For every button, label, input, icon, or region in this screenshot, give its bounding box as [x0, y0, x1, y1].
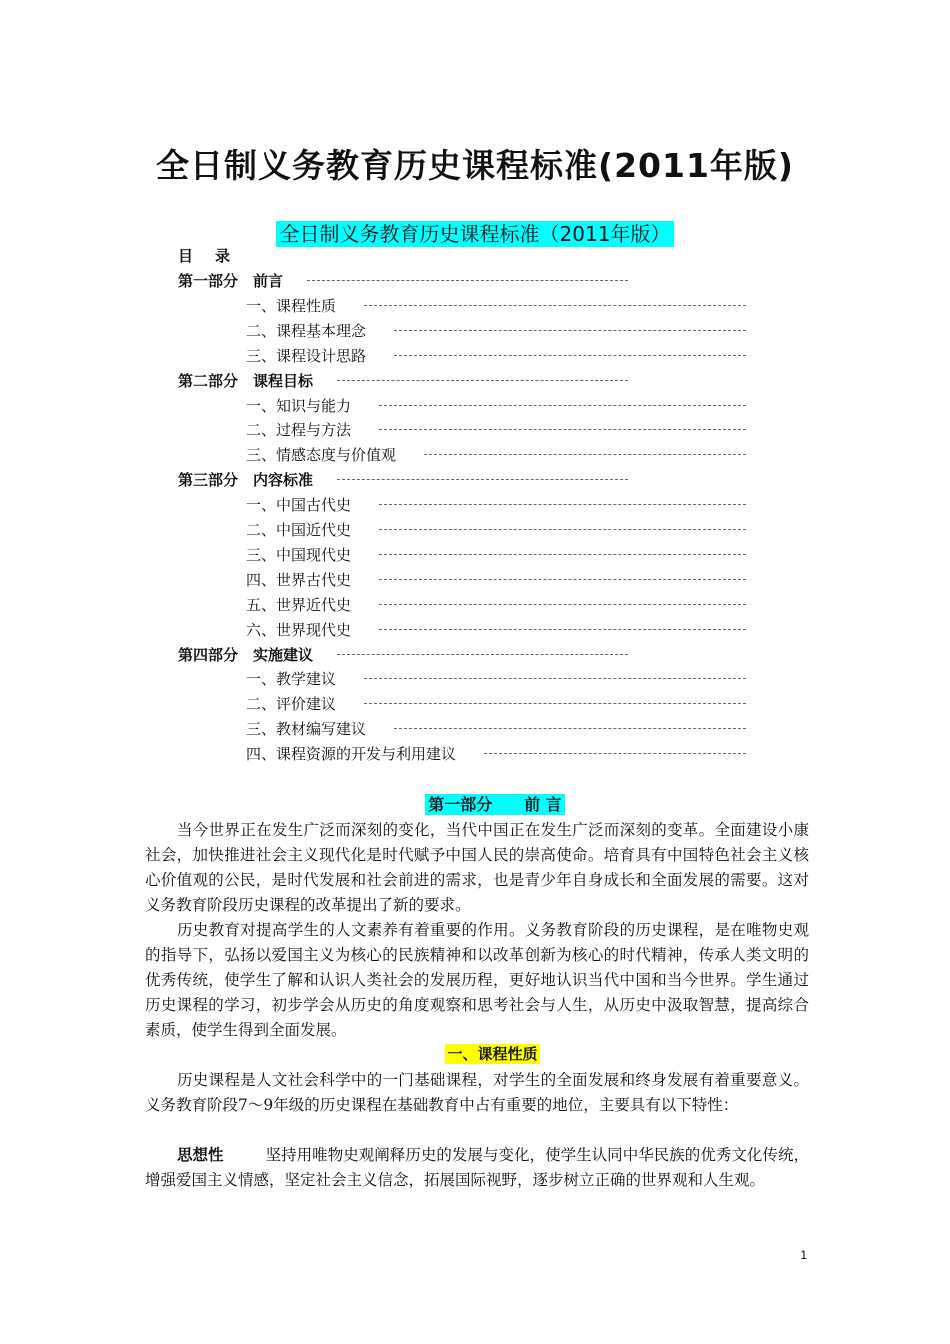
subsection-title-wrapper: [0, 1043, 950, 1064]
toc-sub-entry[interactable]: [246, 519, 351, 541]
toc-heading-char-2: 录: [215, 247, 231, 265]
toc-entry-label: 一、知识与能力: [246, 397, 352, 415]
toc-part-entry[interactable]: [178, 644, 313, 666]
toc-sub-entry[interactable]: [246, 419, 351, 441]
toc-entry-label: 四、世界古代史: [246, 571, 352, 589]
toc-part-entry[interactable]: [178, 370, 313, 392]
toc-leader-dashes: [337, 380, 628, 381]
toc-leader-dashes: [379, 579, 746, 580]
toc-entry-label: 三、中国现代史: [246, 546, 352, 564]
toc-entry-label: 六、世界现代史: [246, 621, 352, 639]
toc-entry-label: 一、课程性质: [246, 297, 337, 315]
ideology-text: 坚持用唯物史观阐释历史的发展与变化，使学生认同中华民族的优秀文化传统，增强爱国主义情感，坚定社会主义信念，拓展国际视野，逐步树立正确的世界观和人生观。: [145, 1146, 809, 1189]
toc-entry-label: 五、世界近代史: [246, 596, 352, 614]
toc-leader-dashes: [394, 355, 746, 356]
toc-sub-entry[interactable]: [246, 668, 336, 690]
toc-leader-dashes: [364, 305, 746, 306]
toc-leader-dashes: [379, 405, 746, 406]
toc-sub-entry[interactable]: [246, 345, 366, 367]
toc-sub-entry[interactable]: [246, 320, 366, 342]
page-title: 全日制义务教育历史课程标准(2011年版): [155, 146, 794, 185]
toc-leader-dashes: [364, 703, 746, 704]
toc-sub-entry[interactable]: [246, 295, 336, 317]
nature-paragraph: 历史课程是人文社会科学中的一门基础课程，对学生的全面发展和终身发展有着重要意义。义务教育阶段7～9年级的历史课程在基础教育中占有重要的地位，主要具有以下特性：: [145, 1071, 809, 1114]
toc-entry-label: 第三部分 内容标准: [178, 471, 314, 489]
toc-sub-entry[interactable]: [246, 718, 366, 740]
toc-entry-label: 二、课程基本理念: [246, 322, 367, 340]
section-title-wrapper: [0, 792, 950, 815]
toc-heading: [178, 245, 230, 266]
toc-part-entry[interactable]: [178, 270, 283, 292]
toc-entry-label: 二、中国近代史: [246, 521, 352, 539]
intro-paragraph-1: 当今世界正在发生广泛而深刻的变化，当代中国正在发生广泛而深刻的变革。全面建设小康社会，加快推进社会主义现代化是时代赋予中国人民的崇高使命。培育具有中国特色社会主义核心价值观的公民，是时代发展和社会前进的需求，也是青少年自身成长和全面发展的需要。这对义务教育阶段历史课程的改革提出了新的要求。: [145, 821, 809, 914]
toc-leader-dashes: [307, 280, 628, 281]
toc-entry-label: 三、情感态度与价值观: [246, 446, 397, 464]
page-number: 1: [800, 1248, 807, 1262]
toc-sub-entry[interactable]: [246, 395, 351, 417]
toc-entry-label: 第一部分 前言: [178, 272, 284, 290]
toc-leader-dashes: [364, 678, 746, 679]
toc-sub-entry[interactable]: [246, 494, 351, 516]
toc-leader-dashes: [379, 429, 746, 430]
toc-entry-label: 三、课程设计思路: [246, 347, 367, 365]
toc-leader-dashes: [379, 504, 746, 505]
toc-leader-dashes: [379, 529, 746, 530]
toc-entry-label: 二、过程与方法: [246, 421, 352, 439]
toc-sub-entry[interactable]: [246, 619, 351, 641]
toc-part-entry[interactable]: [178, 469, 313, 491]
toc-entry-label: 四、课程资源的开发与利用建议: [246, 745, 457, 763]
toc-sub-entry[interactable]: [246, 444, 396, 466]
toc-leader-dashes: [394, 728, 746, 729]
toc-sub-entry[interactable]: [246, 594, 351, 616]
toc-sub-entry[interactable]: [246, 544, 351, 566]
toc-leader-dashes: [337, 654, 628, 655]
toc-entry-label: 一、教学建议: [246, 670, 337, 688]
toc-leader-dashes: [379, 629, 746, 630]
toc-sub-entry[interactable]: [246, 693, 336, 715]
toc-leader-dashes: [379, 604, 746, 605]
toc-sub-entry[interactable]: [246, 743, 456, 765]
toc-sub-entry[interactable]: [246, 569, 351, 591]
toc-leader-dashes: [394, 330, 746, 331]
toc-heading-char-1: 目: [178, 247, 194, 265]
toc-leader-dashes: [424, 454, 746, 455]
subsection-title: 一、课程性质: [447, 1045, 538, 1063]
subtitle-wrapper: [0, 218, 950, 247]
toc-leader-dashes: [484, 753, 746, 754]
toc-leader-dashes: [337, 479, 628, 480]
toc-entry-label: 一、中国古代史: [246, 496, 352, 514]
toc-entry-label: 三、教材编写建议: [246, 720, 367, 738]
ideology-term: 思想性: [177, 1146, 224, 1164]
intro-paragraph-2: 历史教育对提高学生的人文素养有着重要的作用。义务教育阶段的历史课程，是在唯物史观的指导下，弘扬以爱国主义为核心的民族精神和以改革创新为核心的时代精神，传承人类文明的优秀传统，使学生了解和认识人类社会的发展历程，更好地认识当代中国和当今世界。学生通过历史课程的学习，初步学会从历史的角度观察和思考社会与人生，从历史中汲取智慧，提高综合素质，使学生得到全面发展。: [145, 921, 809, 1039]
ideology-paragraph: [145, 1143, 809, 1193]
document-subtitle: 全日制义务教育历史课程标准（2011年版）: [276, 221, 675, 247]
section-title: 第一部分 前 言: [425, 794, 565, 815]
toc-entry-label: 第二部分 课程目标: [178, 372, 314, 390]
toc-entry-label: 第四部分 实施建议: [178, 646, 314, 664]
toc-entry-label: 二、评价建议: [246, 695, 337, 713]
toc-leader-dashes: [379, 554, 746, 555]
